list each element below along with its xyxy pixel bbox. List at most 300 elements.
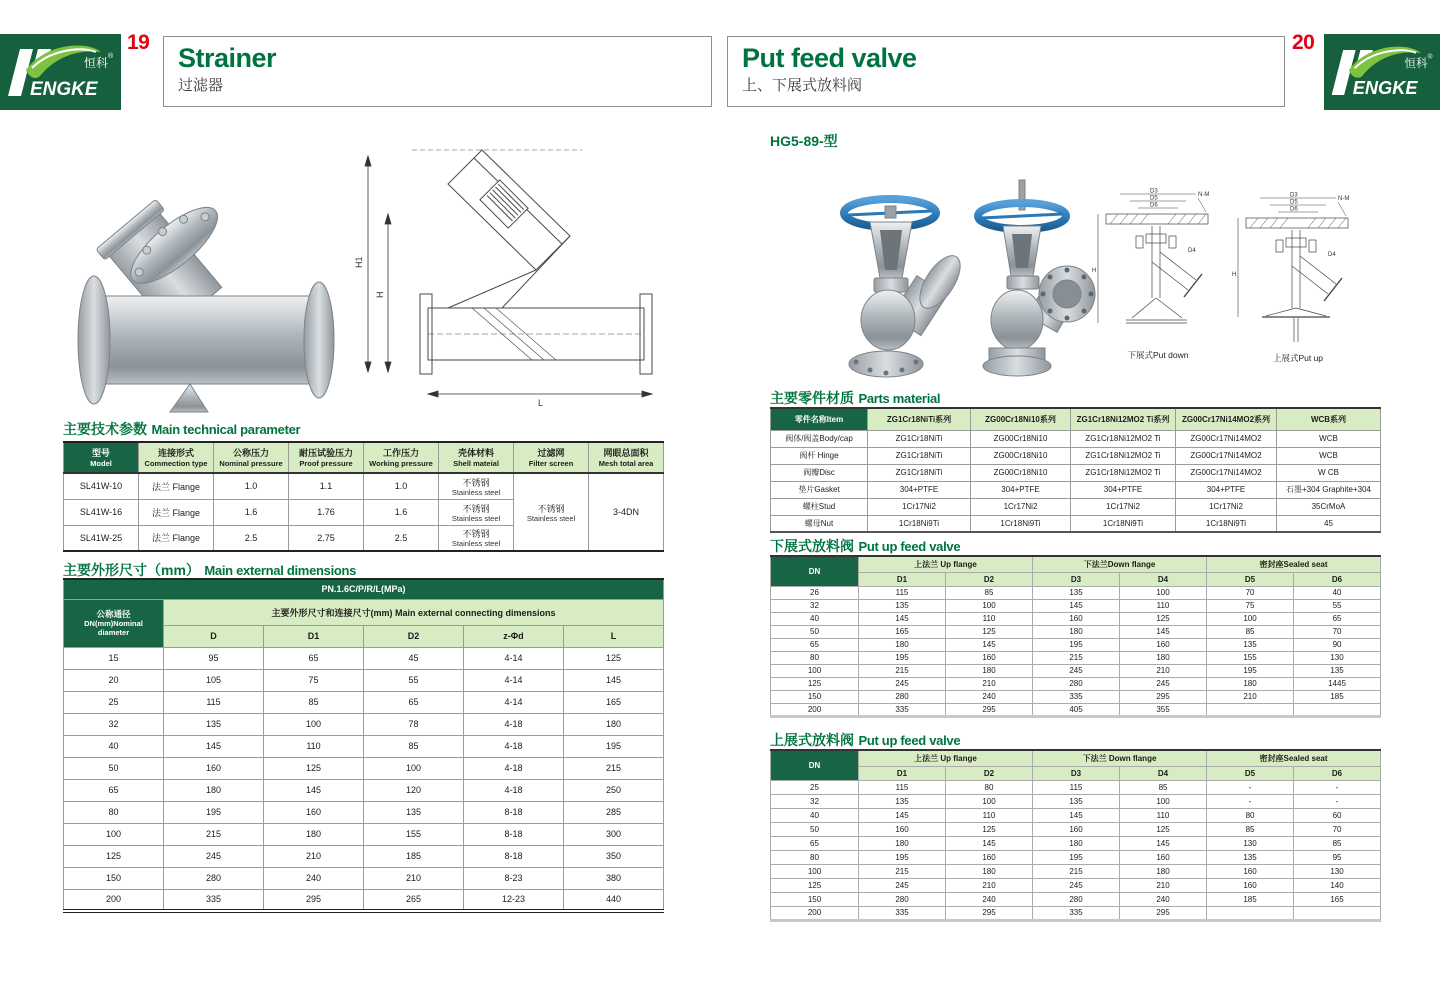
table-cell: 15 <box>64 647 164 669</box>
valve-drawing-down <box>1090 186 1225 346</box>
table-cell: 155 <box>364 823 464 845</box>
table-cell: 32 <box>771 599 859 612</box>
table-cell: 40 <box>771 612 859 625</box>
table-row <box>771 822 1381 836</box>
table-cell: 280 <box>859 892 946 906</box>
table-cell: 垫片Gasket <box>771 481 868 498</box>
table-cell: 160 <box>1033 822 1120 836</box>
table-cell: - <box>1207 780 1294 794</box>
table-row <box>771 515 1381 532</box>
table-cell: 80 <box>771 850 859 864</box>
table-cell: 85 <box>1207 822 1294 836</box>
page-number-left: 19 <box>127 31 150 54</box>
table-cell: 4-14 <box>464 647 564 669</box>
table-cell: 145 <box>1033 599 1120 612</box>
dim-d3: D3 <box>1290 192 1298 199</box>
table-cell: 1445 <box>1294 677 1381 690</box>
table-cell: 160 <box>859 822 946 836</box>
table-row <box>771 836 1381 850</box>
table-cell: 100 <box>64 823 164 845</box>
table-header-row: 型号 Model 连接形式 Commection type 公称压力 Nominal pressure 耐压试验压力 Proof pressure 工作压力 Working pressure 壳体材料 Shell mateial 过滤网 Filter screen 网眼总面积 Mesh total area <box>64 442 664 473</box>
table-cell: 215 <box>1033 864 1120 878</box>
table-cell: 160 <box>1120 638 1207 651</box>
table-header-row: 零件名称Item ZG1Cr18NiTi系列 ZG00Cr18Ni10系列 ZG1Cr18Ni12MO2 Ti系列 ZG00Cr17Ni14MO2系列 WCB系列 <box>771 408 1381 430</box>
table-cell: 115 <box>859 586 946 599</box>
table-cell: 195 <box>564 735 664 757</box>
table-cell: 85 <box>1120 780 1207 794</box>
section-title-down-table <box>770 536 960 556</box>
table-cell: 85 <box>946 586 1033 599</box>
table-cell: 245 <box>164 845 264 867</box>
table-cell: 245 <box>1120 677 1207 690</box>
table-cell: 85 <box>1294 836 1381 850</box>
table-cell: 195 <box>859 651 946 664</box>
page-title-right <box>727 36 1285 107</box>
table-cell: 100 <box>264 713 364 735</box>
table-cell: 160 <box>946 651 1033 664</box>
table-cell: 90 <box>1294 638 1381 651</box>
table-row <box>64 801 664 823</box>
dn-header: 公称通径 DN(mm)Nominal diameter <box>64 599 164 647</box>
table-cell: 45 <box>1277 515 1381 532</box>
table-cell: 150 <box>771 892 859 906</box>
table-cell: 165 <box>1294 892 1381 906</box>
strainer-flange-left <box>78 276 110 404</box>
table-cell <box>1207 703 1294 716</box>
table-cell: 螺母Nut <box>771 515 868 532</box>
table-cell: 25 <box>64 691 164 713</box>
section-title-cn: 主要零件材质 <box>770 390 854 406</box>
table-row <box>771 625 1381 638</box>
table-cell: 280 <box>1033 892 1120 906</box>
table-cell: 80 <box>946 780 1033 794</box>
table-cell: 20 <box>64 669 164 691</box>
table-cell: 150 <box>64 867 164 889</box>
section-title-cn: 主要技术参数 <box>63 421 147 437</box>
table-cell: 65 <box>1294 612 1381 625</box>
table-cell: 125 <box>264 757 364 779</box>
table-cell: 110 <box>946 612 1033 625</box>
table-cell: 40 <box>1294 586 1381 599</box>
down-feed-table <box>770 555 1381 718</box>
table-cell: 295 <box>946 703 1033 716</box>
table-cell: 405 <box>1033 703 1120 716</box>
table-cell: 130 <box>1294 651 1381 664</box>
table-cell: 185 <box>1294 690 1381 703</box>
dim-d6: D6 <box>1290 206 1298 213</box>
table-row <box>771 892 1381 906</box>
registered-mark: ® <box>108 53 114 60</box>
brand-name: ENGKE <box>30 79 98 100</box>
strainer-photo <box>70 188 342 414</box>
table-cell: 210 <box>264 845 364 867</box>
table-cell: 32 <box>64 713 164 735</box>
table-row: SL41W-10 法兰 Flange 1.0 1.1 1.0 不锈钢 Stainless steel 不锈钢 Stainless steel 3-4DN <box>64 473 664 499</box>
table-cell: 110 <box>1120 808 1207 822</box>
dim-nm: N-M <box>1198 192 1210 198</box>
table-cell: 4-14 <box>464 669 564 691</box>
table-cell: 100 <box>946 599 1033 612</box>
table-cell: 145 <box>859 612 946 625</box>
table-cell: 100 <box>1120 586 1207 599</box>
table-cell: ZG00Cr18Ni10 <box>971 447 1071 464</box>
valve-drawing-up <box>1230 190 1365 350</box>
dim-d5: D5 <box>1150 195 1158 202</box>
table-cell: 4-18 <box>464 779 564 801</box>
table-cell: 180 <box>859 638 946 651</box>
dim-d6: D6 <box>1150 202 1158 209</box>
table-cell: 70 <box>1294 822 1381 836</box>
strainer-drawing <box>352 142 670 414</box>
table-cell: ZG00Cr17Ni14MO2 <box>1176 464 1277 481</box>
table-row <box>771 599 1381 612</box>
table-row <box>771 780 1381 794</box>
table-cell: 4-18 <box>464 735 564 757</box>
table-cell: 石墨+304 Graphite+304 <box>1277 481 1381 498</box>
table-cell: 195 <box>1033 638 1120 651</box>
table-cell: 200 <box>771 906 859 920</box>
table-cell: WCB <box>1277 447 1381 464</box>
table-cell: 145 <box>859 808 946 822</box>
table-cell: 280 <box>1033 677 1120 690</box>
table-cell: 阀瓣Disc <box>771 464 868 481</box>
table-cell: 210 <box>1120 878 1207 892</box>
table-cell: 125 <box>771 878 859 892</box>
table-row <box>64 713 664 735</box>
pn-header: PN.1.6C/P/R/L(MPa) <box>64 579 664 599</box>
table-cell: 265 <box>364 889 464 911</box>
table-cell: 200 <box>771 703 859 716</box>
table-cell: 160 <box>946 850 1033 864</box>
table-header-row: D1 D2 D3 D4 D5 D6 <box>771 572 1381 586</box>
down-table-body <box>771 586 1381 716</box>
table-cell: 115 <box>164 691 264 713</box>
table-row <box>64 735 664 757</box>
table-cell: 135 <box>364 801 464 823</box>
table-cell: 100 <box>771 664 859 677</box>
brand-name-cn: 恒科 <box>1404 58 1428 71</box>
table-cell: 335 <box>859 703 946 716</box>
table-row <box>771 447 1381 464</box>
table-cell: 180 <box>1120 651 1207 664</box>
table-cell: 85 <box>1207 625 1294 638</box>
section-title-en: Put up feed valve <box>858 733 961 748</box>
table-cell: 1Cr17Ni2 <box>1071 498 1176 515</box>
page-title-left-cn: 过滤器 <box>178 77 224 94</box>
parts-table-body <box>771 430 1381 532</box>
table-cell: 螺柱Stud <box>771 498 868 515</box>
table-cell: 250 <box>564 779 664 801</box>
table-row <box>771 481 1381 498</box>
table-cell: 阀体/阀盖Body/cap <box>771 430 868 447</box>
dim-h: H <box>1232 272 1237 278</box>
table-cell: 100 <box>1207 612 1294 625</box>
table-row <box>771 878 1381 892</box>
dim-d4: D4 <box>1188 248 1196 254</box>
parts-material-table <box>770 407 1381 533</box>
table-cell: 215 <box>564 757 664 779</box>
dim-d4: D4 <box>1328 252 1336 258</box>
brand-logo-right <box>1324 34 1440 110</box>
table-cell: 165 <box>564 691 664 713</box>
table-cell: ZG00Cr17Ni14MO2 <box>1176 447 1277 464</box>
table-row <box>64 845 664 867</box>
table-cell: 135 <box>164 713 264 735</box>
page-title-right-en: Put feed valve <box>742 43 917 73</box>
table-cell: 295 <box>946 906 1033 920</box>
table-cell: 140 <box>1294 878 1381 892</box>
table-cell: 4-18 <box>464 713 564 735</box>
strainer-body <box>94 296 320 384</box>
table-row <box>771 586 1381 599</box>
table-cell: 280 <box>859 690 946 703</box>
table-cell: 180 <box>1120 864 1207 878</box>
table-row <box>771 430 1381 447</box>
table-cell: 135 <box>859 599 946 612</box>
section-title-tech-params <box>63 419 300 439</box>
table-cell: 125 <box>946 625 1033 638</box>
table-cell <box>1294 703 1381 716</box>
table-cell: 115 <box>859 780 946 794</box>
table-cell: 145 <box>1120 625 1207 638</box>
page-title-right-cn: 上、下展式放料阀 <box>742 77 863 94</box>
table-cell: 50 <box>771 822 859 836</box>
section-title-cn: 上展式放料阀 <box>770 732 854 748</box>
valve-body <box>991 290 1043 350</box>
section-title-en: Main external dimensions <box>204 563 357 578</box>
table-cell: 180 <box>1033 625 1120 638</box>
table-cell: 110 <box>264 735 364 757</box>
table-cell: 240 <box>946 690 1033 703</box>
section-title-up-table <box>770 730 960 750</box>
table-cell: 165 <box>859 625 946 638</box>
dimensions-table-body <box>64 647 664 911</box>
brand-logo-graphic <box>1324 34 1440 110</box>
registered-mark: ® <box>1427 53 1433 61</box>
table-cell: 1Cr18Ni9Ti <box>971 515 1071 532</box>
table-cell: 125 <box>1120 822 1207 836</box>
table-row <box>64 647 664 669</box>
table-cell: 245 <box>1033 878 1120 892</box>
table-cell: ZG1Cr18NiTi <box>868 430 971 447</box>
valve-photo-front <box>828 186 963 386</box>
table-cell: 335 <box>164 889 264 911</box>
table-cell: 80 <box>1207 808 1294 822</box>
table-cell: 100 <box>771 864 859 878</box>
table-header-row <box>64 579 664 599</box>
table-row <box>771 703 1381 716</box>
table-cell: 240 <box>264 867 364 889</box>
table-cell: 1Cr18Ni9Ti <box>1071 515 1176 532</box>
table-cell: 295 <box>1120 690 1207 703</box>
table-cell: 4-14 <box>464 691 564 713</box>
table-cell: 160 <box>164 757 264 779</box>
table-cell: 180 <box>946 664 1033 677</box>
table-cell: 215 <box>164 823 264 845</box>
table-cell: ZG00Cr18Ni10 <box>971 430 1071 447</box>
table-cell: 180 <box>164 779 264 801</box>
table-cell: 78 <box>364 713 464 735</box>
model-label: HG5-89-型 <box>770 133 838 149</box>
table-cell: 130 <box>1294 864 1381 878</box>
table-row <box>771 850 1381 864</box>
table-cell: 215 <box>859 864 946 878</box>
table-cell <box>1294 906 1381 920</box>
table-cell: 40 <box>64 735 164 757</box>
up-feed-table <box>770 749 1381 922</box>
table-cell: 40 <box>771 808 859 822</box>
table-cell: 240 <box>946 892 1033 906</box>
table-cell: ZG00Cr17Ni14MO2 <box>1176 430 1277 447</box>
table-cell: 1Cr17Ni2 <box>971 498 1071 515</box>
table-cell: 335 <box>859 906 946 920</box>
brand-logo-graphic <box>0 34 121 110</box>
table-row <box>771 906 1381 920</box>
table-cell: 75 <box>1207 599 1294 612</box>
table-cell: 180 <box>264 823 364 845</box>
dim-h: H <box>1092 268 1097 274</box>
table-cell: 65 <box>64 779 164 801</box>
table-cell: 440 <box>564 889 664 911</box>
valve-body <box>861 290 915 350</box>
table-cell: 215 <box>859 664 946 677</box>
section-title-parts <box>770 388 940 408</box>
table-header-row: D D1 D2 z-Φd L <box>64 625 664 647</box>
table-cell: 380 <box>564 867 664 889</box>
table-cell: 150 <box>771 690 859 703</box>
table-cell: 50 <box>771 625 859 638</box>
table-cell: 195 <box>1033 850 1120 864</box>
table-cell: ZG1Cr18NiTi <box>868 447 971 464</box>
table-cell: 304+PTFE <box>971 481 1071 498</box>
table-cell: 125 <box>1120 612 1207 625</box>
table-cell: 120 <box>364 779 464 801</box>
table-cell: W CB <box>1277 464 1381 481</box>
figure-caption-down: 下展式Put down <box>1127 350 1189 360</box>
section-title-en: Put up feed valve <box>858 539 961 554</box>
table-cell: 160 <box>1033 612 1120 625</box>
table-cell: 85 <box>264 691 364 713</box>
table-cell: 55 <box>1294 599 1381 612</box>
table-row <box>64 867 664 889</box>
table-row <box>771 612 1381 625</box>
table-cell: 26 <box>771 586 859 599</box>
table-cell: 180 <box>564 713 664 735</box>
table-cell: 8-18 <box>464 801 564 823</box>
table-cell: 135 <box>859 794 946 808</box>
table-cell: 12-23 <box>464 889 564 911</box>
table-cell: 70 <box>1207 586 1294 599</box>
table-row <box>771 690 1381 703</box>
table-cell: 210 <box>1207 690 1294 703</box>
table-cell: 195 <box>1207 664 1294 677</box>
table-cell: 160 <box>1207 864 1294 878</box>
table-cell: 8-18 <box>464 823 564 845</box>
table-cell: 215 <box>1033 651 1120 664</box>
table-cell: 65 <box>771 836 859 850</box>
table-cell: 75 <box>264 669 364 691</box>
table-cell: WCB <box>1277 430 1381 447</box>
table-cell: 125 <box>564 647 664 669</box>
table-row <box>64 669 664 691</box>
table-cell: 1Cr17Ni2 <box>1176 498 1277 515</box>
table-cell: 100 <box>364 757 464 779</box>
table-cell: 210 <box>946 878 1033 892</box>
figure-caption-up: 上展式Put up <box>1272 353 1324 363</box>
table-cell: 8-18 <box>464 845 564 867</box>
page-title-left-en: Strainer <box>178 43 277 73</box>
dim-label-l: L <box>538 398 544 408</box>
table-header-row: DN 上法兰 Up flange 下法兰 Down flange 密封座Sealed seat <box>771 750 1381 766</box>
table-cell: 145 <box>1033 808 1120 822</box>
table-cell: - <box>1294 794 1381 808</box>
filter-screen-cell: 不锈钢 Stainless steel <box>514 473 589 551</box>
table-cell: 160 <box>1120 850 1207 864</box>
table-row <box>64 691 664 713</box>
table-cell: 180 <box>1033 836 1120 850</box>
table-cell: 4-18 <box>464 757 564 779</box>
table-header-row <box>64 599 664 625</box>
table-cell: 135 <box>1294 664 1381 677</box>
table-cell: 阀杆 Hinge <box>771 447 868 464</box>
table-cell: 245 <box>859 677 946 690</box>
table-row <box>771 638 1381 651</box>
table-cell: 285 <box>564 801 664 823</box>
table-cell: 210 <box>946 677 1033 690</box>
table-cell: 32 <box>771 794 859 808</box>
table-cell: 304+PTFE <box>1176 481 1277 498</box>
table-cell: 335 <box>1033 906 1120 920</box>
table-cell: 135 <box>1207 638 1294 651</box>
table-cell: 295 <box>1120 906 1207 920</box>
brand-name-cn: 恒科 <box>84 56 109 70</box>
table-row <box>771 651 1381 664</box>
table-cell: 1Cr18Ni9Ti <box>1176 515 1277 532</box>
brand-name: ENGKE <box>1352 78 1418 99</box>
table-cell: - <box>1207 794 1294 808</box>
group-header: 主要外形尺寸和连接尺寸(mm) Main external connecting dimensions <box>164 599 664 625</box>
table-cell: 8-23 <box>464 867 564 889</box>
table-cell: 65 <box>771 638 859 651</box>
table-cell: 70 <box>1294 625 1381 638</box>
table-row <box>771 808 1381 822</box>
strainer-flange-right <box>304 282 334 398</box>
table-row <box>64 823 664 845</box>
table-cell: 125 <box>946 822 1033 836</box>
table-row <box>64 757 664 779</box>
section-title-dimensions <box>63 560 356 580</box>
dim-nm: N-M <box>1338 196 1350 202</box>
table-cell: 45 <box>364 647 464 669</box>
table-cell: 50 <box>64 757 164 779</box>
table-cell: 130 <box>1207 836 1294 850</box>
table-cell: ZG00Cr18Ni10 <box>971 464 1071 481</box>
page-title-left <box>163 36 712 107</box>
table-cell: - <box>1294 780 1381 794</box>
table-header-row: DN 上法兰 Up flange 下法兰Down flange 密封座Sealed seat <box>771 556 1381 572</box>
section-title-en: Main technical parameter <box>151 422 301 437</box>
table-row: SL41W-25 法兰 Flange 2.5 2.75 2.5 不锈钢 Stainless steel <box>64 525 664 551</box>
table-cell: 280 <box>164 867 264 889</box>
table-cell: 100 <box>946 794 1033 808</box>
table-cell: 95 <box>164 647 264 669</box>
table-cell: ZG1Cr18Ni12MO2 Ti <box>1071 430 1176 447</box>
table-cell: 145 <box>564 669 664 691</box>
table-cell: ZG1Cr18NiTi <box>868 464 971 481</box>
section-title-cn: 下展式放料阀 <box>770 538 854 554</box>
table-cell: 180 <box>946 864 1033 878</box>
table-cell: 355 <box>1120 703 1207 716</box>
